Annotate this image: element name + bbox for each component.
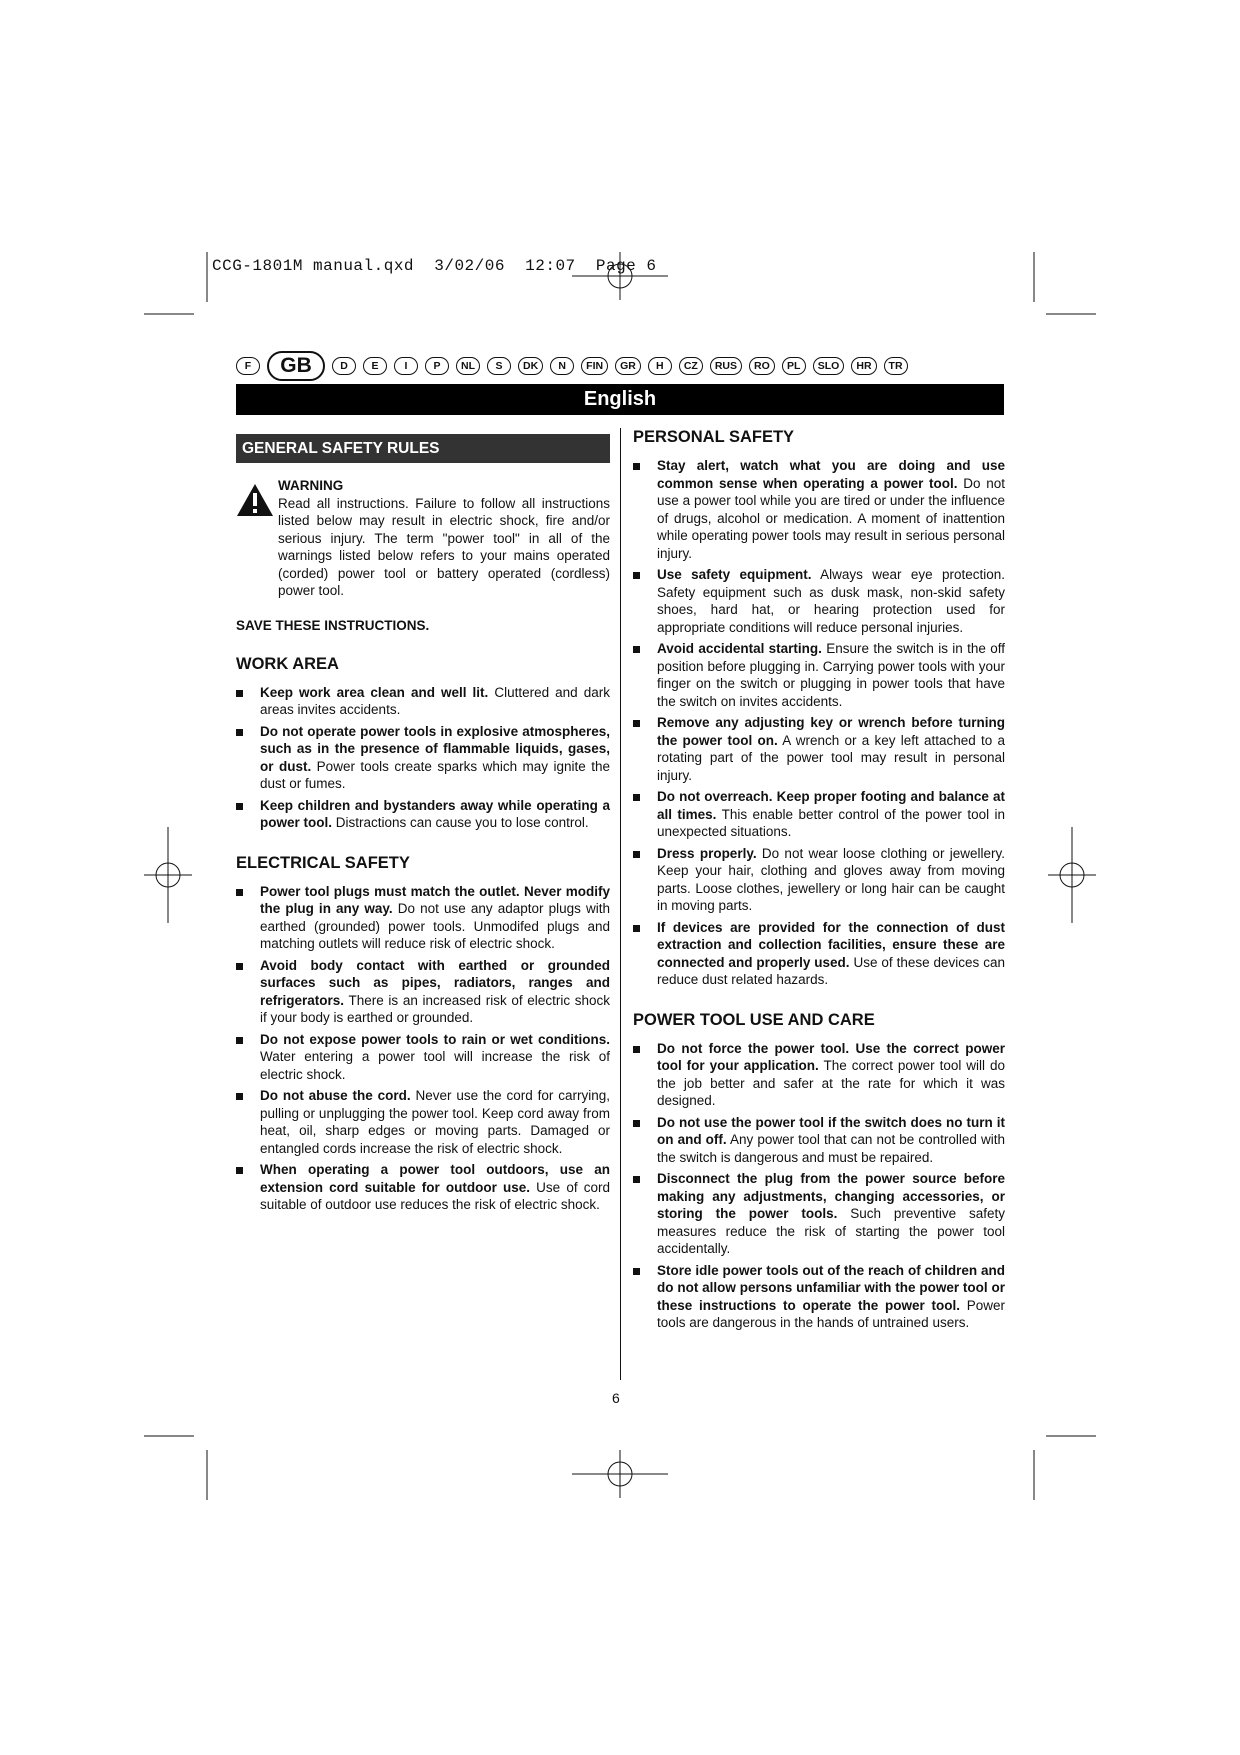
- language-tab-rus: RUS: [710, 357, 742, 375]
- item-lead: Use safety equipment.: [657, 567, 812, 582]
- list-item: [236, 1031, 610, 1084]
- personal-safety-heading: PERSONAL SAFETY: [633, 428, 795, 446]
- list-item: [236, 684, 610, 719]
- list-item: [633, 1262, 1005, 1332]
- item-lead: Do not operate power tools in explosive atmospheres, such as in the presence of flammable liquids, gases, or dust.: [260, 723, 610, 774]
- bullet-icon: [236, 1167, 243, 1174]
- item-lead: Do not abuse the cord.: [260, 1088, 411, 1103]
- language-tab-n: N: [550, 357, 574, 375]
- save-instructions: SAVE THESE INSTRUCTIONS.: [236, 617, 430, 633]
- item-lead: Keep work area clean and well lit.: [260, 684, 489, 700]
- language-tab-nl: NL: [456, 357, 480, 375]
- item-lead: Do not force the power tool. Use the correct power tool for your application.: [657, 1040, 1005, 1073]
- warning-text: Read all instructions. Failure to follow all instructions listed below may result in electric shock, fire and/or serious injury. The term "power tool" in all of the warnings listed below refers to your mains operated (corded) power tool or battery operated (cordless) power tool.: [278, 495, 610, 598]
- item-text: The correct power tool will do the job better and safer at the rate for which it was designed.: [657, 1058, 1005, 1108]
- item-text: Cluttered and dark areas invites accidents.: [260, 684, 610, 717]
- bullet-icon: [633, 1046, 640, 1053]
- item-lead: Dress properly.: [657, 845, 757, 861]
- power-tool-use-heading: POWER TOOL USE AND CARE: [633, 1010, 875, 1029]
- left-column: [236, 428, 610, 1218]
- bullet-icon: [633, 925, 640, 932]
- right-column: [633, 428, 1005, 1336]
- language-tab-gb: GB: [267, 351, 325, 381]
- bullet-icon: [236, 889, 243, 896]
- list-item: [633, 845, 1005, 915]
- item-lead: Do not use the power tool if the switch does no turn it on and off.: [657, 1114, 1005, 1147]
- list-item: [633, 566, 1005, 636]
- language-tab-tr: TR: [884, 357, 908, 375]
- item-text: Never use the cord for carrying, pulling or unplugging the power tool. Keep cord away from heat, oil, sharp edges or moving parts. Damaged or entangled cords increase the risk of electric shock.: [260, 1088, 610, 1156]
- item-text: Always wear eye protection. Safety equipment such as dusk mask, non-skid safety shoes, hard hat, or hearing protection used for appropriate conditions will reduce personal injuries.: [657, 567, 1005, 635]
- item-lead: Power tool plugs must match the outlet. Never modify the plug in any way.: [260, 883, 610, 916]
- list-item: [633, 714, 1005, 784]
- column-divider: [620, 428, 621, 1380]
- electrical-safety-list: [236, 883, 610, 1214]
- language-tab-ro: RO: [749, 357, 775, 375]
- item-lead: Do not expose power tools to rain or wet conditions.: [260, 1031, 610, 1047]
- power-tool-use-list: [633, 1040, 1005, 1332]
- item-text: Power tools are dangerous in the hands of untrained users.: [657, 1297, 1005, 1330]
- item-text: Use of cord suitable of outdoor use reduces the risk of electric shock.: [260, 1179, 611, 1212]
- list-item: [633, 1170, 1005, 1258]
- item-text: Do not wear loose clothing or jewellery. Keep your hair, clothing and gloves away from moving parts. Loose clothes, jewellery or long hair can be caught in moving parts.: [657, 845, 1005, 913]
- item-lead: Avoid body contact with earthed or grounded surfaces such as pipes, radiators, ranges and refrigerators.: [260, 957, 610, 1008]
- list-item: [236, 957, 610, 1027]
- bullet-icon: [236, 1093, 243, 1100]
- item-text: Use of these devices can reduce dust related hazards.: [657, 954, 1005, 987]
- list-item: [236, 1161, 610, 1214]
- item-text: There is an increased risk of electric shock if your body is earthed or grounded.: [260, 992, 610, 1025]
- item-text: Any power tool that can not be controlled with the switch is dangerous and must be repaired.: [657, 1132, 1005, 1165]
- item-text: Water entering a power tool will increase the risk of electric shock.: [260, 1049, 610, 1082]
- item-lead: Stay alert, watch what you are doing and use common sense when operating a power tool.: [657, 458, 1005, 491]
- list-item: [236, 883, 610, 953]
- language-tab-p: P: [425, 357, 449, 375]
- print-slug: CCG-1801M manual.qxd 3/02/06 12:07 Page 6: [212, 257, 657, 275]
- item-lead: If devices are provided for the connection of dust extraction and collection facilities, ensure these are connected and properly used.: [657, 919, 1005, 970]
- item-lead: Avoid accidental starting.: [657, 641, 822, 656]
- item-text: Do not use any adaptor plugs with earthed (grounded) power tools. Unmodifed plugs and matching outlets will reduce risk of electric shock.: [260, 901, 610, 951]
- list-item: [236, 797, 610, 832]
- warning-block: [236, 477, 610, 600]
- list-item: [236, 723, 610, 793]
- language-tab-i: I: [394, 357, 418, 375]
- language-tab-gr: GR: [615, 357, 641, 375]
- item-lead: Keep children and bystanders away while operating a power tool.: [260, 797, 610, 830]
- language-tab-dk: DK: [518, 357, 543, 375]
- language-tab-f: F: [236, 357, 260, 375]
- item-lead: Do not overreach. Keep proper footing and balance at all times.: [657, 789, 1005, 822]
- list-item: [633, 457, 1005, 562]
- list-item: [633, 1040, 1005, 1110]
- list-item: [633, 788, 1005, 841]
- item-text: Ensure the switch is in the off position before plugging in. Carrying power tools with your finger on the switch or plugging in power tools that have the switch on invites accidents.: [657, 641, 1005, 709]
- language-tab-fin: FIN: [581, 357, 608, 375]
- item-text: Distractions can cause you to lose control.: [332, 815, 589, 830]
- item-lead: Remove any adjusting key or wrench before turning the power tool on.: [657, 715, 1005, 748]
- bullet-icon: [236, 690, 243, 697]
- bullet-icon: [633, 1120, 640, 1127]
- list-item: [633, 640, 1005, 710]
- item-text: Do not use a power tool while you are tired or under the influence of drugs, alcohol or medication. A moment of inattention while operating power tools may result in serious personal injury.: [657, 475, 1006, 561]
- bullet-icon: [633, 463, 640, 470]
- bullet-icon: [633, 851, 640, 858]
- language-tab-hr: HR: [851, 357, 876, 375]
- personal-safety-list: [633, 457, 1005, 989]
- language-tab-slo: SLO: [813, 357, 845, 375]
- item-text: A wrench or a key left attached to a rotating part of the power tool may result in personal injury.: [657, 732, 1005, 783]
- section-title: GENERAL SAFETY RULES: [236, 434, 610, 463]
- list-item: [633, 1114, 1005, 1167]
- bullet-icon: [236, 729, 243, 736]
- item-lead: When operating a power tool outdoors, use an extension cord suitable for outdoor use.: [260, 1162, 610, 1195]
- language-tab-e: E: [363, 357, 387, 375]
- item-lead: Store idle power tools out of the reach of children and do not allow persons unfamiliar with the power tool or these instructions to operate the power tool.: [657, 1262, 1005, 1313]
- list-item: [633, 919, 1005, 989]
- bullet-icon: [633, 1268, 640, 1275]
- warning-label: WARNING: [278, 478, 344, 493]
- bullet-icon: [236, 1037, 243, 1044]
- bullet-icon: [633, 646, 640, 653]
- language-tab-cz: CZ: [679, 357, 703, 375]
- language-tab-d: D: [332, 357, 356, 375]
- item-text: Such preventive safety measures reduce the risk of starting the power tool accidentally.: [657, 1206, 1005, 1256]
- work-area-heading: WORK AREA: [236, 654, 339, 673]
- bullet-icon: [236, 803, 243, 810]
- bullet-icon: [633, 794, 640, 801]
- electrical-safety-heading: ELECTRICAL SAFETY: [236, 853, 410, 872]
- item-text: This enable better control of the power tool in unexpected situations.: [657, 806, 1005, 839]
- work-area-list: [236, 684, 610, 832]
- warning-icon: [236, 477, 278, 600]
- bullet-icon: [633, 720, 640, 727]
- language-title-bar: English: [236, 384, 1004, 415]
- language-tab-pl: PL: [782, 357, 806, 375]
- bullet-icon: [633, 1176, 640, 1183]
- language-tabs: [236, 352, 1006, 380]
- list-item: [236, 1087, 610, 1157]
- language-tab-s: S: [487, 357, 511, 375]
- bullet-icon: [633, 572, 640, 579]
- bullet-icon: [236, 963, 243, 970]
- language-tab-h: H: [648, 357, 672, 375]
- item-text: Power tools create sparks which may ignite the dust or fumes.: [260, 758, 610, 791]
- item-lead: Disconnect the plug from the power source before making any adjustments, changing accessories, or storing the power tools.: [657, 1171, 1005, 1221]
- page-number: 6: [612, 1390, 620, 1406]
